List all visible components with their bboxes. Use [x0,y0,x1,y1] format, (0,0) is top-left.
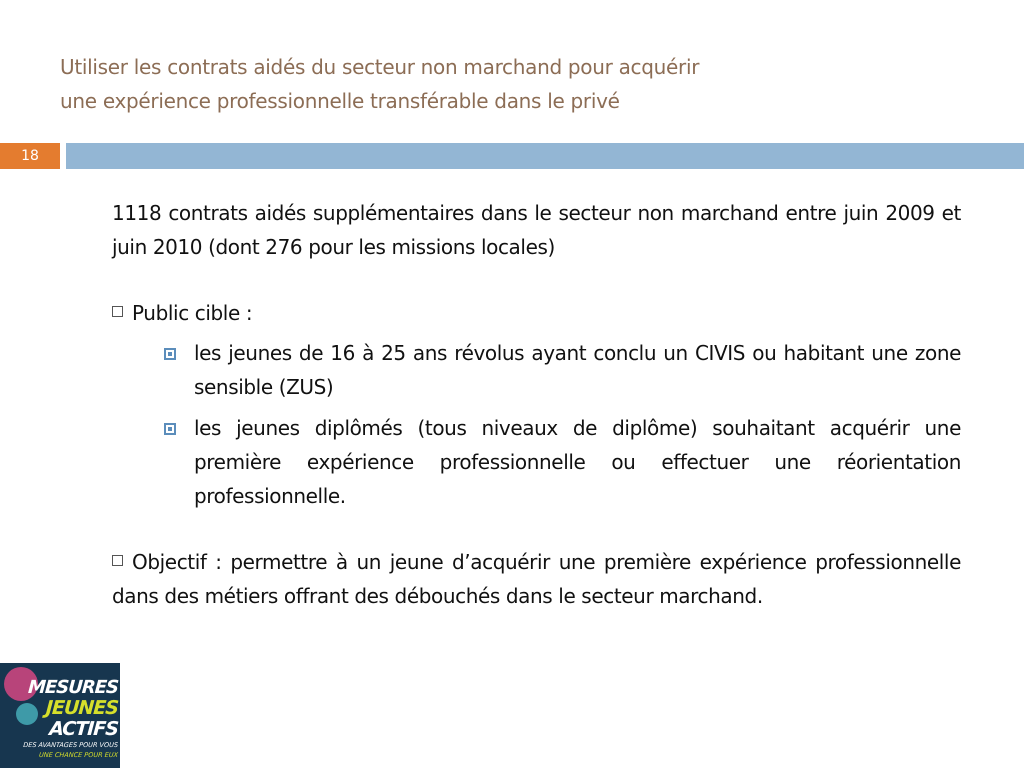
logo-tagline-2: UNE CHANCE POUR EUX [38,751,119,759]
intro-paragraph: 1118 contrats aidés supplémentaires dans le secteur non marchand entre juin 2009 et juin 2010 (dont 276 pour les missions locales) [112,201,961,259]
mesures-jeunes-actifs-logo [0,663,120,768]
target-heading [112,296,961,330]
slide-title-line-2: une expérience professionnelle transférable dans le privé [60,89,620,113]
square-bullet-icon [112,306,123,317]
target-item-text: les jeunes de 16 à 25 ans révolus ayant conclu un CIVIS ou habitant une zone sensible (ZUS) [194,341,961,399]
logo-word-3: ACTIFS [48,718,119,740]
target-list-item [194,411,961,513]
slide-title-line-1: Utiliser les contrats aidés du secteur non marchand pour acquérir [60,55,700,79]
objective-paragraph [112,545,961,613]
slide-number: 18 [21,148,39,164]
header-divider-bar [66,143,1024,169]
logo-word-1: MESURES [27,677,119,698]
target-list [112,336,961,513]
target-label: Public cible : [132,301,253,325]
logo-tagline-1: DES AVANTAGES POUR VOUS [22,741,119,749]
slide-title [60,50,960,118]
square-bullet-icon [164,423,176,435]
target-list-item [194,336,961,404]
slide-body [112,196,961,613]
square-bullet-icon [112,555,123,566]
square-bullet-icon [164,348,176,360]
target-item-text: les jeunes diplômés (tous niveaux de diplôme) souhaitant acquérir une première expérience professionnelle ou effectuer une réorientation professionnelle. [194,416,961,508]
objective-text: Objectif : permettre à un jeune d’acquérir une première expérience professionnelle dans des métiers offrant des débouchés dans le secteur marchand. [112,550,961,608]
logo-word-2: JEUNES [45,697,119,719]
